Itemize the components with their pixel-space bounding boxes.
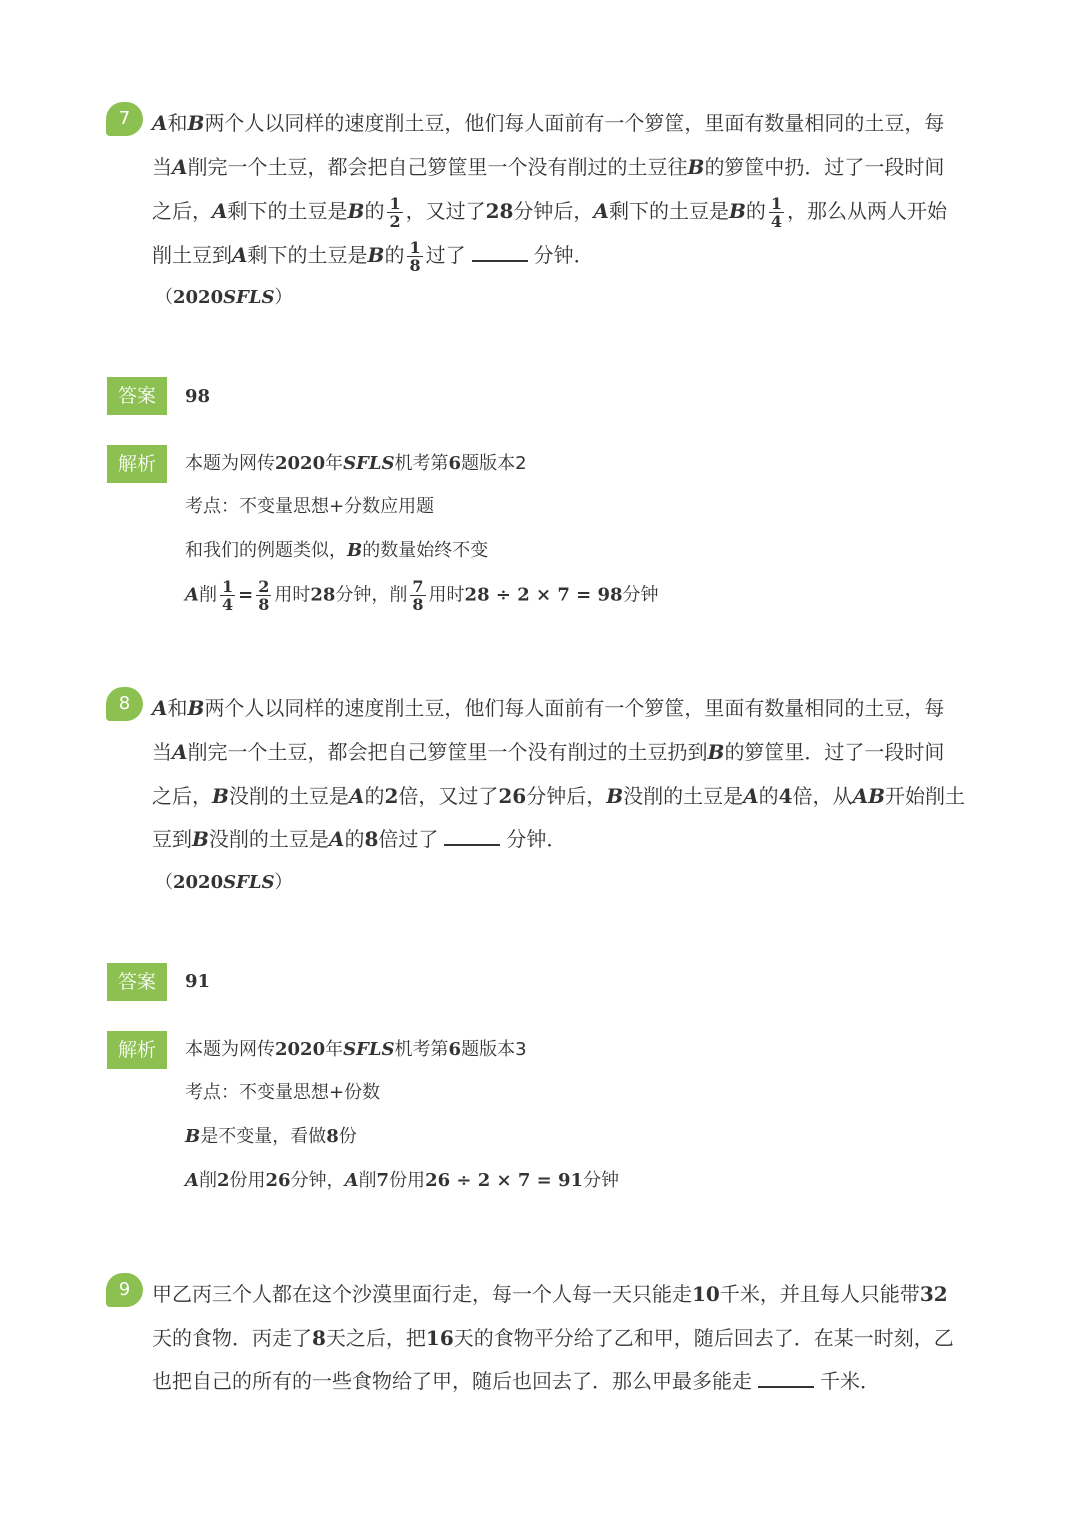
question-text-line: A和B两个人以同样的速度削土豆，他们每人面前有一个箩筐，里面有数量相同的土豆，每 xyxy=(152,111,945,135)
fraction: $\frac{2}{8}$ xyxy=(258,577,270,614)
fraction: $\frac{7}{8}$ xyxy=(412,577,424,614)
analysis-line: 考点：不变量思想+分数应用题 xyxy=(185,496,435,517)
analysis-tag: 解析 xyxy=(107,1031,167,1069)
question-text-line: 削土豆到A剩下的土豆是B的 $\frac{1}{8}$ 过了 分钟． xyxy=(152,238,594,275)
answer-tag: 答案 xyxy=(107,963,167,1001)
answer-blank xyxy=(758,1368,814,1388)
question-number-badge: 9 xyxy=(106,1273,143,1307)
question-text-line: 当A削完一个土豆，都会把自己箩筐里一个没有削过的土豆扔到B的箩筐里．过了一段时间 xyxy=(152,740,945,764)
answer-blank xyxy=(444,826,500,846)
analysis-tag: 解析 xyxy=(107,445,167,483)
question-text-line: 天的食物．丙走了8天之后，把16天的食物平分给了乙和甲，随后回去了．在某一时刻，乙 xyxy=(152,1326,954,1350)
fraction: $\frac{1}{8}$ xyxy=(409,238,421,275)
answer-blank xyxy=(472,242,528,262)
answer-tag: 答案 xyxy=(107,377,167,415)
question-text-line: 也把自己的所有的一些食物给了甲，随后也回去了．那么甲最多能走 千米． xyxy=(152,1369,880,1393)
question-text-line: 甲乙丙三个人都在这个沙漠里面行走，每一个人每一天只能走10千米，并且每人只能带32 xyxy=(152,1282,948,1306)
question-source: （2020SFLS） xyxy=(155,287,293,308)
question-number-badge: 7 xyxy=(106,102,143,136)
question-text-line: 之后，B没削的土豆是A的2倍，又过了26分钟后，B没削的土豆是A的4倍，从AB开始削土 xyxy=(152,784,965,808)
analysis-line: B是不变量，看做8份 xyxy=(185,1126,357,1147)
analysis-line: 考点：不变量思想+份数 xyxy=(185,1082,381,1103)
answer-value: 98 xyxy=(185,386,211,407)
fraction: $\frac{1}{4}$ xyxy=(221,577,234,614)
analysis-line: 本题为网传2020年SFLS机考第6题版本3 xyxy=(185,1039,527,1060)
question-text-line: 豆到B没削的土豆是A的8倍过了 分钟． xyxy=(152,827,567,851)
answer-value: 91 xyxy=(185,971,211,992)
question-text-line: 当A削完一个土豆，都会把自己箩筐里一个没有削过的土豆往B的箩筐中扔．过了一段时间 xyxy=(152,155,945,179)
analysis-line: A削 $\frac{1}{4}$ = $\frac{2}{8}$ 用时28分钟，削 $\frac{7}{8}$ 用时28 ÷ 2 × 7 = 98分钟 xyxy=(185,577,659,614)
question-number-badge: 8 xyxy=(106,687,143,721)
fraction: $\frac{1}{4}$ xyxy=(770,194,782,231)
question-text-line: 之后，A剩下的土豆是B的 $\frac{1}{2}$ ，又过了28分钟后，A剩下的土豆是B的 $\frac{1}{4}$ ，那么从两人开始 xyxy=(152,194,947,231)
fraction: $\frac{1}{2}$ xyxy=(389,194,401,231)
question-text-line: A和B两个人以同样的速度削土豆，他们每人面前有一个箩筐，里面有数量相同的土豆，每 xyxy=(152,696,945,720)
analysis-line: 和我们的例题类似，B的数量始终不变 xyxy=(185,540,489,561)
question-source: （2020SFLS） xyxy=(155,872,293,893)
analysis-line: 本题为网传2020年SFLS机考第6题版本2 xyxy=(185,453,527,474)
analysis-line: A削2份用26分钟，A削7份用26 ÷ 2 × 7 = 91分钟 xyxy=(185,1170,620,1191)
